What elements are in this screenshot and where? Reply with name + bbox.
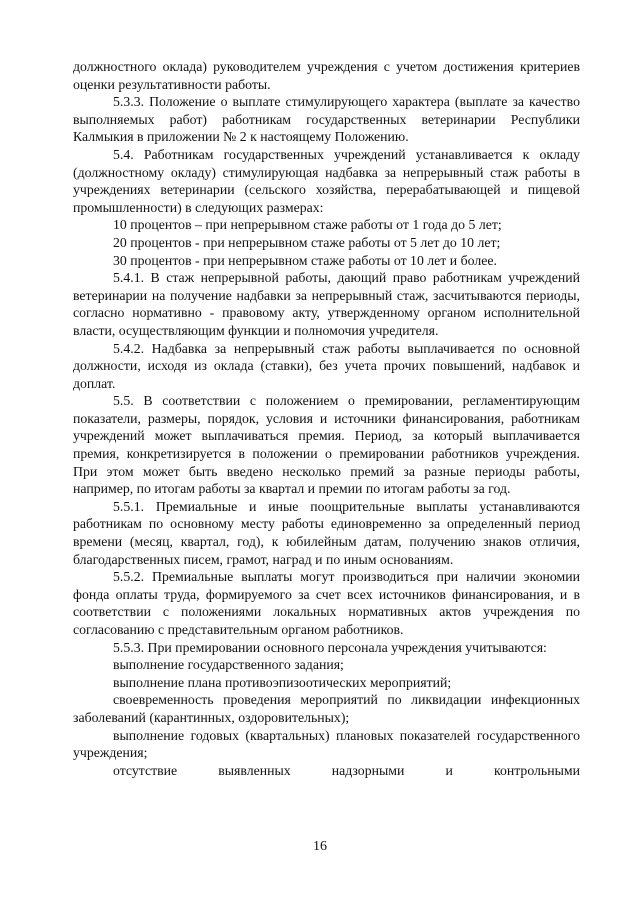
paragraph-5-5-3: 5.5.3. При премировании основного персонала учреждения учитываются: [113, 639, 547, 655]
paragraph-5-4-2: 5.4.2. Надбавка за непрерывный стаж работы выплачивается по основной должности, исходя из оклада (ставки), без учета прочих повышений, надбавок и доплат. [73, 340, 580, 391]
paragraph-5-5: 5.5. В соответствии с положением о премировании, регламентирующим показатели, размеры, порядок, условия и источники финансирования, работникам учреждений может выплачиваться премия. Период, за который выплачивается премия, конкретизируется в положении о премировании работников учреждения. При этом может быть введено несколько премий за разные периоды работы, например, по итогам работы за квартал и премии по итогам работы за год. [73, 393, 580, 497]
paragraph-5-4-1: 5.4.1. В стаж непрерывной работы, дающий право работникам учреждений ветеринарии на получение надбавки за непрерывный стаж, засчитываются периоды, согласно нормативно - правовому акту, утвержденному органом исполнительной власти, осуществляющим функции и полномочия учредителя. [73, 270, 580, 338]
paragraph-rate-20: 20 процентов - при непрерывном стаже работы от 5 лет до 10 лет; [113, 234, 501, 250]
list-item-state-task: выполнение государственного задания; [113, 657, 344, 673]
list-item-timeliness: своевременность проведения мероприятий по ликвидации инфекционных заболеваний (карантинных, оздоровительных); [73, 692, 580, 725]
paragraph-5-4: 5.4. Работникам государственных учреждений устанавливается к окладу (должностному окладу) стимулирующая надбавка за непрерывный стаж работы в учреждениях ветеринарии (сельского хозяйства, перерабатывающей и пищевой промышленности) в следующих размерах: [73, 146, 580, 215]
page-number: 16 [313, 839, 327, 854]
paragraph-rate-30: 30 процентов - при непрерывном стаже работы от 10 лет и более. [113, 252, 497, 268]
list-item-absence: отсутствие выявленных надзорными и контрольными [113, 762, 580, 778]
paragraph-rate-10: 10 процентов – при непрерывном стаже работы от 1 года до 5 лет; [113, 217, 502, 233]
list-item-antiepizootic-plan: выполнение плана противоэпизоотических мероприятий; [113, 674, 452, 690]
paragraph-1: должностного оклада) руководителем учреждения с учетом достижения критериев оценки результативности работы. [73, 59, 580, 92]
document-body [73, 58, 580, 779]
paragraph-5-3-3: 5.3.3. Положение о выплате стимулирующего характера (выплате за качество выполняемых работ) работникам государственных ветеринарии Республики Калмыкия в приложении № 2 к настоящему Положению. [73, 94, 580, 145]
list-item-planned-indicators: выполнение годовых (квартальных) плановых показателей государственного учреждения; [73, 727, 580, 761]
paragraph-5-5-1: 5.5.1. Премиальные и иные поощрительные выплаты устанавливаются работникам по основному месту работы единовременно за определенный период времени (месяц, квартал, год), к юбилейным датам, получению знаков отличия, благодарственных писем, грамот, наград и по иным основаниям. [73, 498, 580, 567]
paragraph-5-5-2: 5.5.2. Премиальные выплаты могут производиться при наличии экономии фонда оплаты труда, формируемого за счет всех источников финансирования, и в соответствии с положениями локальных нормативных актов учреждения по согласованию с представительным органом работников. [73, 569, 580, 637]
